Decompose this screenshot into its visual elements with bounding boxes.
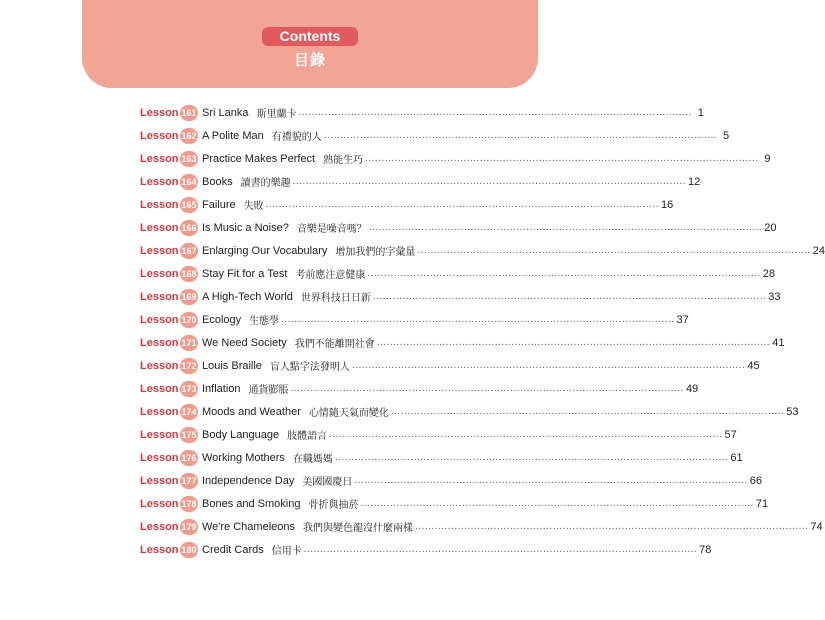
contents-title: Contents [262, 27, 358, 46]
lesson-title-chinese: 熟能生巧 [323, 155, 364, 166]
dot-leader: ........................................................................................................................ [351, 359, 746, 371]
lesson-label: Lesson [140, 474, 179, 487]
toc-entry[interactable] [140, 377, 699, 400]
lesson-title-chinese: 肢體語言 [287, 431, 328, 442]
toc-entry[interactable] [140, 538, 712, 561]
dot-leader: ........................................................................................................................ [265, 198, 660, 210]
toc-entry[interactable] [140, 308, 689, 331]
lesson-number-badge: 162 [180, 128, 198, 144]
lesson-number-badge: 164 [180, 174, 198, 190]
lesson-title-chinese: 我們不能離開社會 [294, 339, 375, 350]
dot-leader: ........................................................................................................................ [323, 129, 718, 141]
lesson-number-badge: 176 [180, 450, 198, 466]
lesson-number-badge: 163 [180, 151, 198, 167]
lesson-title-english: We Need Society [202, 336, 287, 349]
lesson-title-chinese: 在職媽媽 [292, 454, 333, 465]
lesson-title-english: Failure [202, 198, 236, 211]
lesson-title-english: We're Chameleons [202, 520, 295, 533]
lesson-title-english: Practice Makes Perfect [202, 152, 316, 165]
lesson-label: Lesson [140, 451, 179, 464]
page-number: 61 [730, 451, 743, 464]
toc-entry[interactable] [140, 492, 769, 515]
dot-leader: ........................................................................................................................ [290, 382, 684, 394]
lesson-title-english: A Polite Man [202, 129, 264, 142]
dot-leader: ........................................................................................................................ [365, 152, 759, 164]
lesson-label: Lesson [140, 244, 179, 257]
page-number: 78 [699, 543, 712, 556]
lesson-title-english: Bones and Smoking [202, 497, 301, 510]
lesson-title-english: Moods and Weather [202, 405, 301, 418]
lesson-title-english: Independence Day [202, 474, 295, 487]
lesson-title-chinese: 生態學 [249, 316, 280, 327]
lesson-title-english: A High-Tech World [202, 290, 293, 303]
lesson-label: Lesson [140, 520, 179, 533]
table-of-contents [140, 101, 825, 561]
toc-entry[interactable] [140, 239, 825, 262]
lesson-title-english: Inflation [202, 382, 241, 395]
toc-entry[interactable] [140, 262, 776, 285]
page-number: 49 [685, 382, 699, 395]
page-number: 1 [697, 106, 704, 119]
page-number: 5 [723, 129, 730, 142]
lesson-number-badge: 171 [180, 335, 198, 351]
lesson-label: Lesson [140, 267, 179, 280]
page-number: 41 [772, 336, 785, 349]
dot-leader: ........................................................................................................................ [417, 244, 811, 256]
dot-leader: ........................................................................................................................ [329, 428, 723, 440]
lesson-title-english: Louis Braille [202, 359, 262, 372]
lesson-title-english: Books [202, 175, 233, 188]
page-number: 33 [768, 290, 781, 303]
page-number: 57 [724, 428, 737, 441]
toc-entry[interactable] [140, 354, 760, 377]
toc-entry[interactable] [140, 216, 777, 239]
lesson-number-badge: 165 [180, 197, 198, 213]
dot-leader: ........................................................................................................................ [298, 106, 692, 118]
lesson-label: Lesson [140, 382, 179, 395]
page-number: 20 [764, 221, 777, 234]
lesson-number-badge: 175 [180, 427, 198, 443]
page-number: 24 [812, 244, 825, 257]
dot-leader: ........................................................................................................................ [372, 290, 767, 302]
lesson-number-badge: 177 [180, 473, 198, 489]
lesson-title-chinese: 音樂是噪音嗎？ [296, 224, 367, 235]
toc-entry[interactable] [140, 147, 771, 170]
toc-entry[interactable] [140, 331, 785, 354]
lesson-title-english: Is Music a Noise? [202, 221, 289, 234]
page-number: 37 [676, 313, 689, 326]
lesson-title-chinese: 斯里蘭卡 [256, 109, 297, 120]
lesson-label: Lesson [140, 129, 179, 142]
lesson-title-chinese: 骨折與抽菸 [308, 500, 359, 511]
page-number: 9 [764, 152, 771, 165]
lesson-title-chinese: 信用卡 [271, 546, 302, 557]
lesson-label: Lesson [140, 290, 179, 303]
lesson-label: Lesson [140, 359, 179, 372]
lesson-label: Lesson [140, 175, 179, 188]
toc-entry[interactable] [140, 423, 737, 446]
toc-entry[interactable] [140, 193, 674, 216]
lesson-title-english: Sri Lanka [202, 106, 249, 119]
lesson-title-chinese: 考前應注意健康 [295, 270, 366, 281]
toc-entry[interactable] [140, 170, 701, 193]
page-number: 12 [687, 175, 701, 188]
page-number: 74 [810, 520, 823, 533]
dot-leader: ........................................................................................................................ [360, 497, 754, 509]
dot-leader: ........................................................................................................................ [376, 336, 771, 348]
dot-leader: ........................................................................................................................ [367, 267, 761, 279]
toc-entry[interactable] [140, 124, 730, 147]
lesson-title-chinese: 失敗 [243, 201, 264, 212]
dot-leader: ........................................................................................................................ [281, 313, 675, 325]
page-number: 53 [786, 405, 799, 418]
lesson-title-chinese: 增加我們的字彙量 [335, 247, 416, 258]
lesson-label: Lesson [140, 152, 179, 165]
dot-leader: ........................................................................................................................ [368, 221, 763, 233]
lesson-title-chinese: 世界科技日日新 [300, 293, 371, 304]
lesson-title-chinese: 盲人點字法發明人 [269, 362, 350, 373]
lesson-number-badge: 180 [180, 542, 198, 558]
contents-title-chinese: 目錄 [293, 51, 326, 69]
dot-leader: ........................................................................................................................ [303, 543, 698, 555]
dot-leader: ........................................................................................................................ [334, 451, 729, 463]
toc-entry[interactable] [140, 469, 763, 492]
lesson-title-chinese: 心情隨天氣而變化 [308, 408, 389, 419]
lesson-label: Lesson [140, 543, 179, 556]
lesson-number-badge: 168 [180, 266, 198, 282]
lesson-number-badge: 172 [180, 358, 198, 374]
lesson-label: Lesson [140, 428, 179, 441]
lesson-number-badge: 167 [180, 243, 198, 259]
lesson-title-english: Stay Fit for a Test [202, 267, 288, 280]
lesson-number-badge: 174 [180, 404, 198, 420]
lesson-title-english: Body Language [202, 428, 280, 441]
lesson-title-chinese: 有禮貌的人 [271, 132, 322, 143]
toc-entry[interactable] [140, 400, 799, 423]
page-number: 45 [747, 359, 760, 372]
lesson-label: Lesson [140, 106, 179, 119]
lesson-title-english: Ecology [202, 313, 242, 326]
dot-leader: ........................................................................................................................ [354, 474, 748, 486]
lesson-number-badge: 169 [180, 289, 198, 305]
lesson-label: Lesson [140, 313, 179, 326]
lesson-label: Lesson [140, 221, 179, 234]
lesson-title-english: Credit Cards [202, 543, 264, 556]
lesson-label: Lesson [140, 405, 179, 418]
lesson-title-english: Enlarging Our Vocabulary [202, 244, 328, 257]
page-number: 28 [762, 267, 776, 280]
lesson-number-badge: 173 [180, 381, 198, 397]
dot-leader: ........................................................................................................................ [292, 175, 686, 187]
lesson-title-chinese: 通貨膨脹 [248, 385, 289, 396]
toc-entry[interactable] [140, 446, 743, 469]
lesson-number-badge: 170 [180, 312, 198, 328]
toc-entry[interactable] [140, 101, 704, 124]
lesson-number-badge: 166 [180, 220, 198, 236]
lesson-title-chinese: 讀書的樂趣 [240, 178, 291, 189]
lesson-title-chinese: 我們與變色龍沒什麼兩樣 [303, 523, 413, 534]
lesson-number-badge: 179 [180, 519, 198, 535]
lesson-number-badge: 161 [180, 105, 198, 121]
page-number: 71 [755, 497, 769, 510]
toc-entry[interactable] [140, 285, 781, 308]
lesson-title-english: Working Mothers [202, 451, 285, 464]
lesson-label: Lesson [140, 336, 179, 349]
dot-leader: ........................................................................................................................ [390, 405, 785, 417]
dot-leader: ........................................................................................................................ [415, 520, 809, 532]
toc-entry[interactable] [140, 515, 823, 538]
lesson-number-badge: 178 [180, 496, 198, 512]
lesson-label: Lesson [140, 497, 179, 510]
page-number: 66 [749, 474, 763, 487]
lesson-title-chinese: 美國國慶日 [302, 477, 353, 488]
page-number: 16 [661, 198, 674, 211]
lesson-label: Lesson [140, 198, 179, 211]
